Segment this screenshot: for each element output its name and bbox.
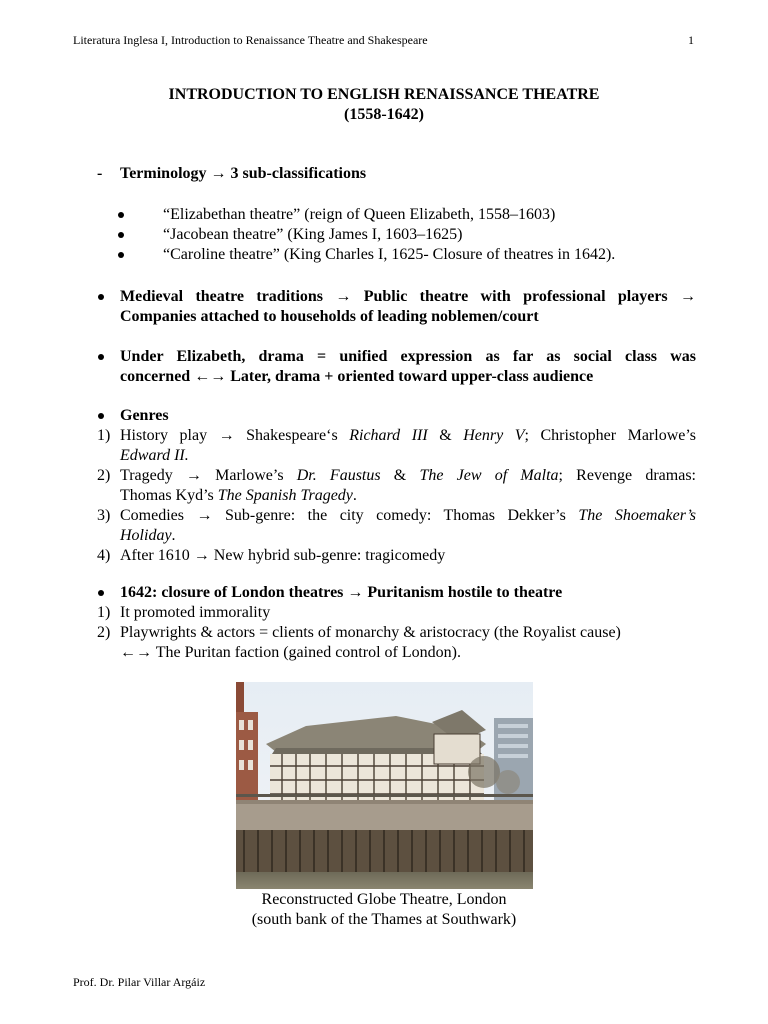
bullet-icon bbox=[118, 212, 124, 218]
genre-item-line: Edward II. bbox=[120, 447, 189, 464]
footer-author: Prof. Dr. Pilar Villar Argáiz bbox=[73, 975, 206, 989]
list-number: 4) bbox=[97, 547, 111, 564]
closure-item-line: It promoted immorality bbox=[120, 604, 271, 621]
terminology-item: “Elizabethan theatre” (reign of Queen Elizabeth, 1558–1603) bbox=[163, 206, 556, 223]
elizabeth-line: concerned ←→ Later, drama + oriented toward upper-class audience bbox=[120, 368, 594, 385]
terminology-item: “Jacobean theatre” (King James I, 1603–1625) bbox=[163, 226, 463, 243]
terminology-heading: Terminology → 3 sub-classifications bbox=[120, 165, 367, 182]
page-number: 1 bbox=[688, 33, 694, 47]
list-number: 2) bbox=[97, 624, 111, 641]
medieval-line: Companies attached to households of leading noblemen/court bbox=[120, 308, 539, 325]
bullet-icon bbox=[98, 354, 104, 360]
closure-heading: 1642: closure of London theatres → Puritanism hostile to theatre bbox=[120, 584, 563, 601]
genre-item-line: Thomas Kyd’s The Spanish Tragedy. bbox=[120, 487, 357, 504]
bullet-icon bbox=[98, 590, 104, 596]
terminology-item: “Caroline theatre” (King Charles I, 1625- Closure of theatres in 1642). bbox=[163, 246, 616, 263]
document-title: INTRODUCTION TO ENGLISH RENAISSANCE THEATRE bbox=[168, 86, 600, 103]
genre-item-line: Tragedy → Marlowe’s Dr. Faustus & The Jew of Malta; Revenge dramas: bbox=[120, 467, 696, 484]
genre-item-line: Comedies → Sub-genre: the city comedy: Thomas Dekker’s The Shoemaker’s bbox=[120, 507, 697, 524]
globe-theatre-photo bbox=[236, 682, 533, 889]
figure-caption: Reconstructed Globe Theatre, London bbox=[261, 891, 507, 908]
bullet-icon bbox=[118, 252, 124, 258]
bullet-icon bbox=[98, 294, 104, 300]
genre-item-line: After 1610 → New hybrid sub-genre: tragicomedy bbox=[120, 547, 446, 564]
bullet-icon bbox=[98, 413, 104, 419]
list-number: 1) bbox=[97, 604, 111, 621]
document-title-dates: (1558-1642) bbox=[344, 106, 424, 123]
genre-item-line: History play → Shakespeare‘s Richard III & Henry V; Christopher Marlowe’s bbox=[120, 427, 697, 444]
list-number: 3) bbox=[97, 507, 111, 524]
closure-item-line: Playwrights & actors = clients of monarchy & aristocracy (the Royalist cause) bbox=[120, 624, 621, 641]
medieval-line: Medieval theatre traditions → Public theatre with professional players → bbox=[120, 288, 696, 305]
bullet-icon bbox=[118, 232, 124, 238]
closure-item-line: ←→ The Puritan faction (gained control of London). bbox=[120, 644, 461, 661]
figure-caption: (south bank of the Thames at Southwark) bbox=[251, 911, 517, 928]
running-header: Literatura Inglesa I, Introduction to Renaissance Theatre and Shakespeare bbox=[73, 33, 428, 47]
dash-marker: - bbox=[97, 165, 103, 182]
list-number: 1) bbox=[97, 427, 111, 444]
genres-heading: Genres bbox=[120, 407, 169, 424]
list-number: 2) bbox=[97, 467, 111, 484]
genre-item-line: Holiday. bbox=[120, 527, 176, 544]
elizabeth-line: Under Elizabeth, drama = unified expression as far as social class was bbox=[120, 348, 696, 365]
